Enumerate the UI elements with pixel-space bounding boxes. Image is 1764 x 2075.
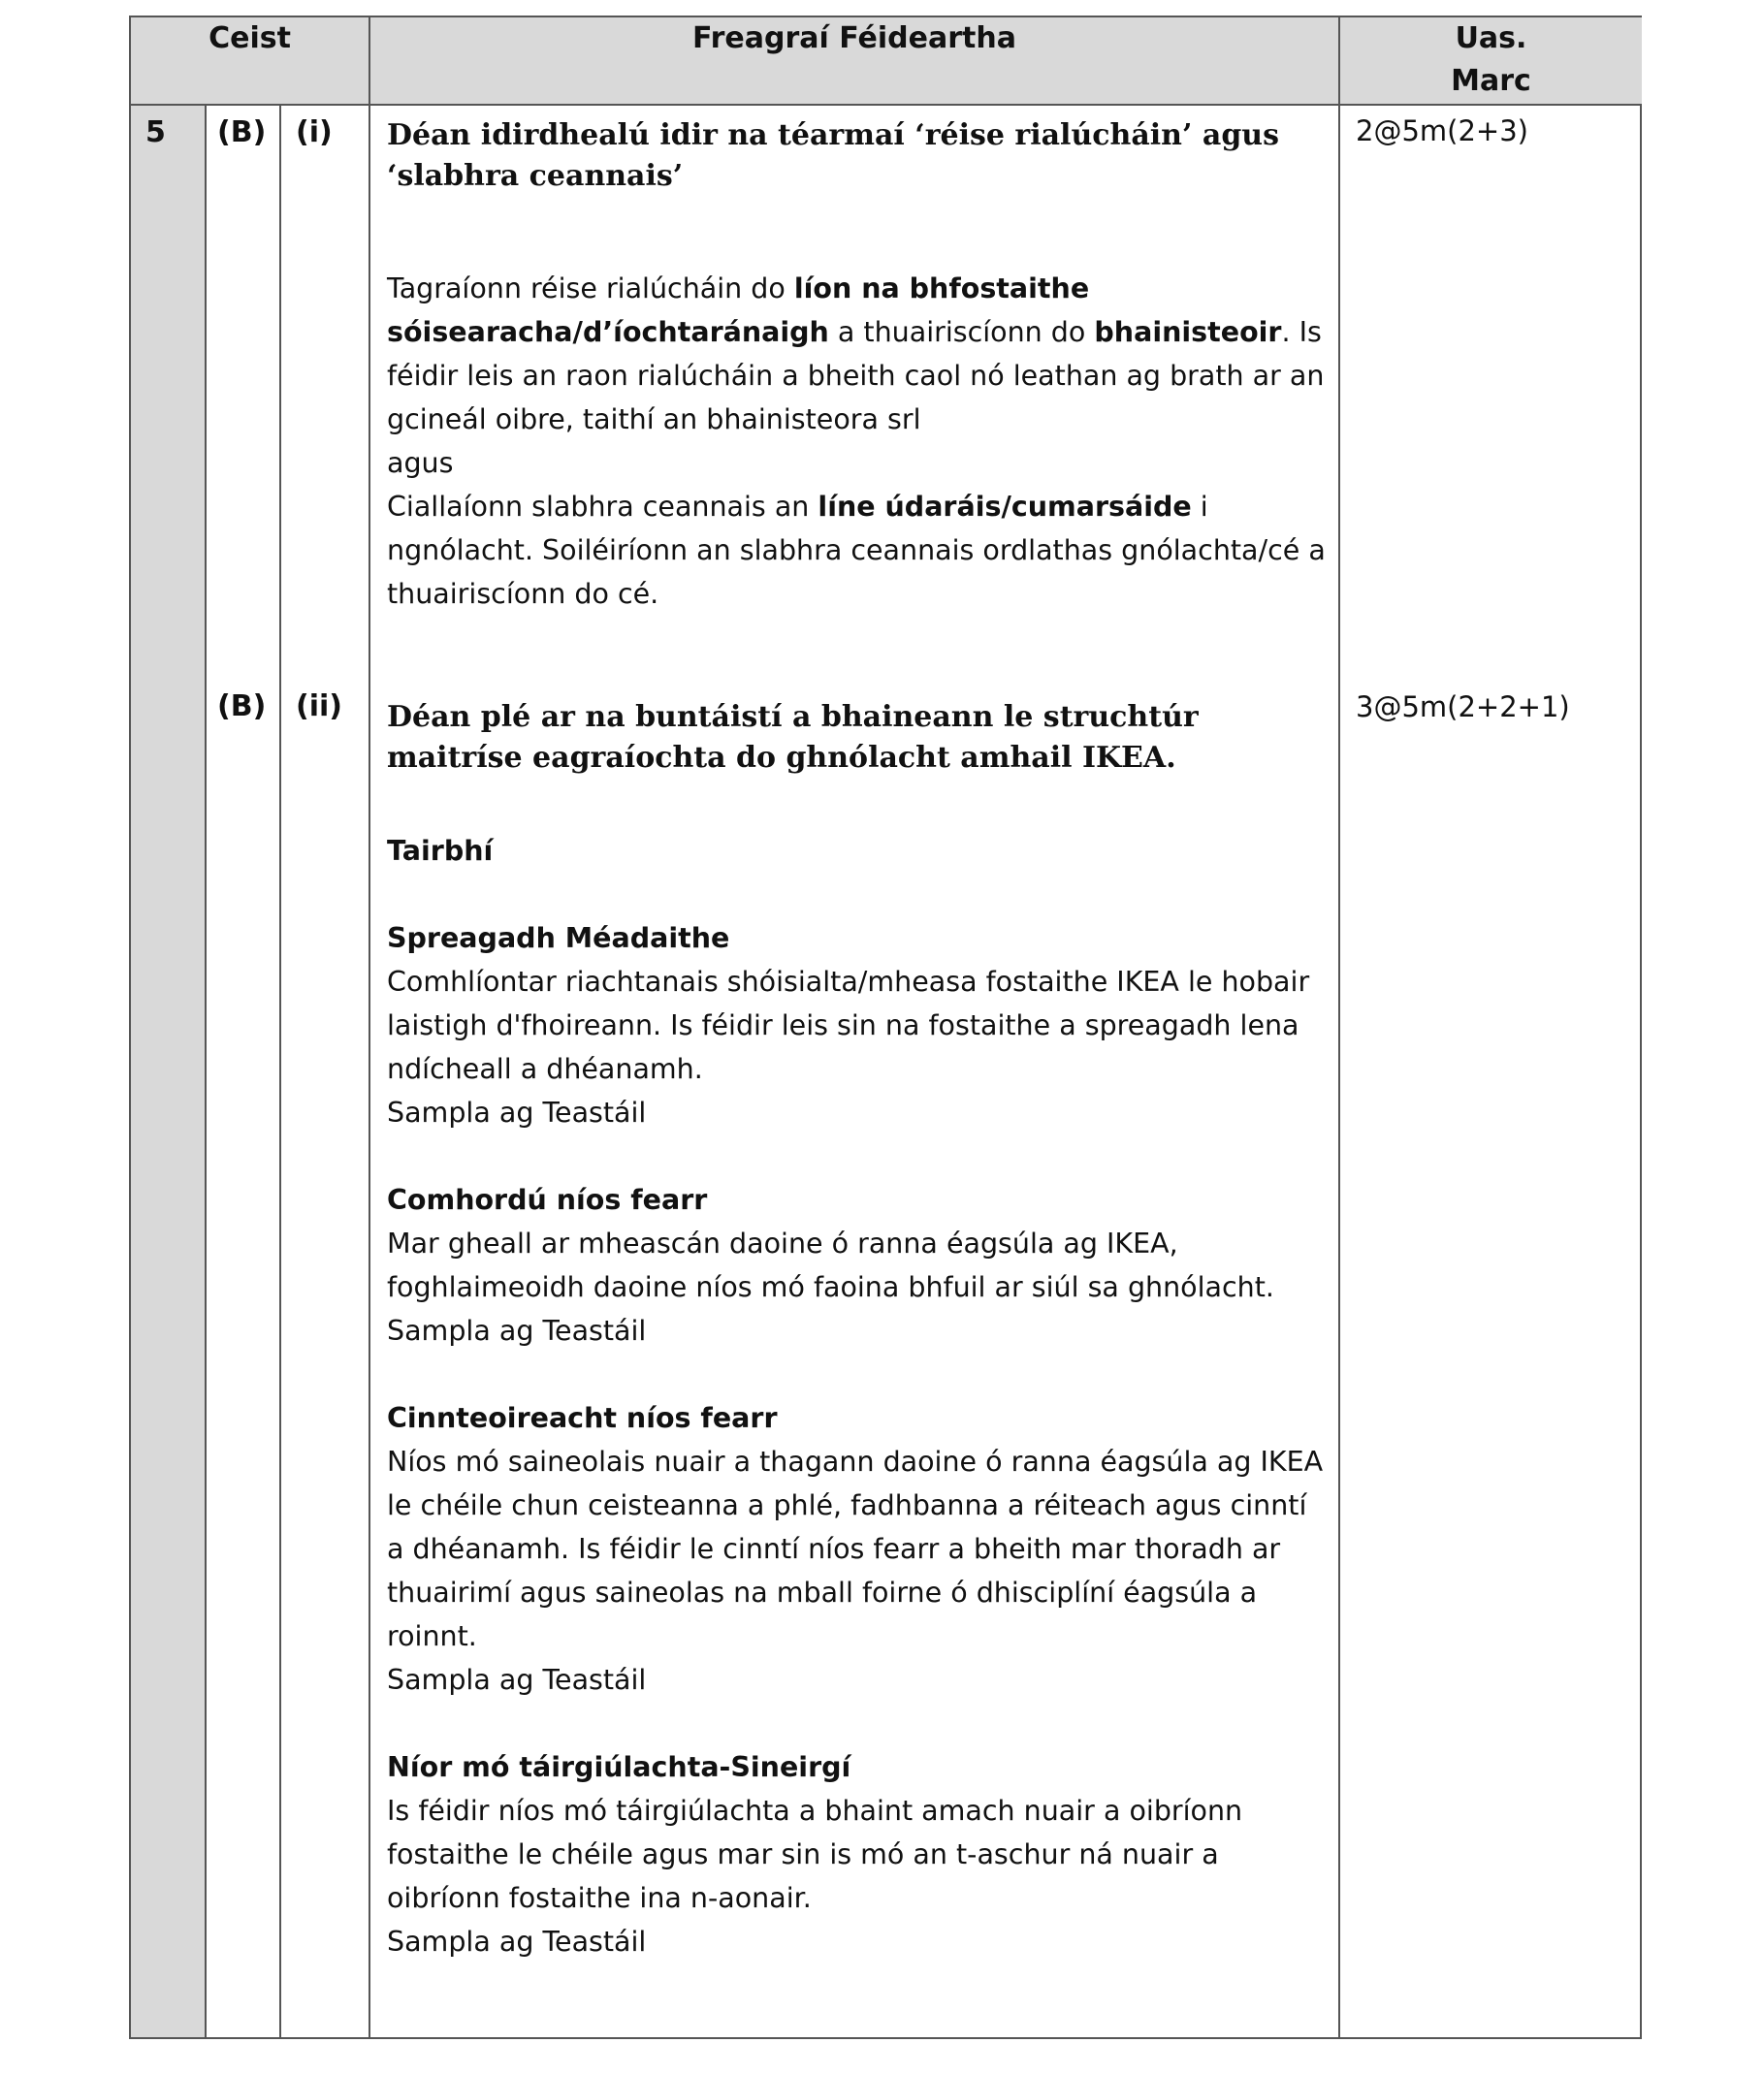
marks-column <box>1340 106 1642 2037</box>
benefit-text: Níos mó saineolais nuair a thagann daoine ó ranna éagsúla ag IKEA le chéile chun ceisteanna a phlé, fadhbanna a réiteach agus cinntí a dhéanamh. Is féidir le cinntí níos fearr a bheith mar thoradh ar thuairimí agus saineolas na mball foirne ó dhisciplíní éagsúla a roinnt. <box>387 1446 1324 1652</box>
question-ii: Déan plé ar na buntáistí a bhaineann le struchtúr maitríse eagraíochta do ghnólacht amhail IKEA. <box>387 700 1199 775</box>
header-ceist-label: Ceist <box>208 21 291 55</box>
answer-i-p1-bold-b: bhainisteoir <box>1094 316 1282 348</box>
benefit-point <box>387 916 1327 1134</box>
answer-i-p1-text-a: Tagraíonn réise rialúcháin do <box>387 272 794 304</box>
part-label-i: (B) <box>217 115 267 149</box>
question-number-column <box>131 106 207 2037</box>
answer-i-paragraph-2 <box>387 485 1327 616</box>
part-label-ii: (B) <box>217 689 267 723</box>
benefit-heading: Cinnteoireacht níos fearr <box>387 1402 778 1434</box>
benefit-heading: Comhordú níos fearr <box>387 1184 708 1216</box>
subpart-label-i: (i) <box>296 115 333 149</box>
header-marc-line2: Marc <box>1451 64 1531 98</box>
question-i: Déan idirdhealú idir na téarmaí ‘réise rialúcháin’ agus ‘slabhra ceannais’ <box>387 118 1279 193</box>
benefit-point <box>387 1178 1327 1353</box>
answer-i-p2-bold: líne údaráis/cumarsáide <box>818 491 1192 523</box>
marks-ii: 3@5m(2+2+1) <box>1356 690 1570 723</box>
answer-block-i <box>387 115 1327 616</box>
header-marc <box>1340 17 1642 106</box>
benefit-heading: Níor mó táirgiúlachta-Sineirgí <box>387 1751 851 1783</box>
subpart-column <box>281 106 370 2037</box>
benefit-text: Mar gheall ar mheascán daoine ó ranna éagsúla ag IKEA, foghlaimeoidh daoine níos mó faoina bhfuil ar siúl sa ghnólacht. <box>387 1228 1274 1303</box>
answers-column <box>370 106 1340 2037</box>
answer-i-p2-text-a: Ciallaíonn slabhra ceannais an <box>387 491 818 523</box>
answer-i-paragraph-1 <box>387 267 1327 441</box>
benefit-text: Comhlíontar riachtanais shóisialta/mheasa fostaithe IKEA le hobair laistigh d'fhoireann. Is féidir leis sin na fostaithe a spreagadh lena ndícheall a dhéanamh. <box>387 966 1310 1085</box>
benefit-point <box>387 1745 1327 1963</box>
benefit-sample: Sampla ag Teastáil <box>387 1315 647 1347</box>
answer-i-agus: agus <box>387 447 454 479</box>
header-marc-line1: Uas. <box>1455 21 1527 55</box>
benefit-sample: Sampla ag Teastáil <box>387 1926 647 1958</box>
benefit-sample: Sampla ag Teastáil <box>387 1664 647 1696</box>
marking-scheme-table <box>129 16 1642 2039</box>
answer-i-p1-text-c: . Is féidir leis an raon rialúcháin a bheith caol nó leathan ag brath ar an gcineál oibre, taithí an bhainisteora srl <box>387 316 1325 435</box>
question-number: 5 <box>145 115 166 149</box>
answer-i-p1-text-b: a thuairiscíonn do <box>828 316 1095 348</box>
header-ceist <box>131 17 370 106</box>
answer-block-ii <box>387 697 1327 1963</box>
answer-i-p2-text-b: i ngnólacht. Soiléiríonn an slabhra ceannais ordlathas gnólachta/cé a thuairiscíonn do cé. <box>387 491 1326 610</box>
subpart-label-ii: (ii) <box>296 689 342 723</box>
benefit-text: Is féidir níos mó táirgiúlachta a bhaint amach nuair a oibríonn fostaithe le chéile agus mar sin is mó an t-aschur ná nuair a oibríonn fostaithe ina n-aonair. <box>387 1795 1243 1914</box>
benefit-heading: Spreagadh Méadaithe <box>387 922 730 954</box>
marks-i: 2@5m(2+3) <box>1356 114 1528 147</box>
header-freagrai <box>370 17 1340 106</box>
section-heading-tairbhi: Tairbhí <box>387 835 494 867</box>
answer-i-p1-bold-a: líon na bhfostaithe sóisearacha/d’íochtaránaigh <box>387 272 1090 348</box>
part-column <box>207 106 281 2037</box>
header-freagrai-label: Freagraí Féideartha <box>692 21 1016 55</box>
benefit-sample: Sampla ag Teastáil <box>387 1097 647 1129</box>
benefit-point <box>387 1396 1327 1702</box>
